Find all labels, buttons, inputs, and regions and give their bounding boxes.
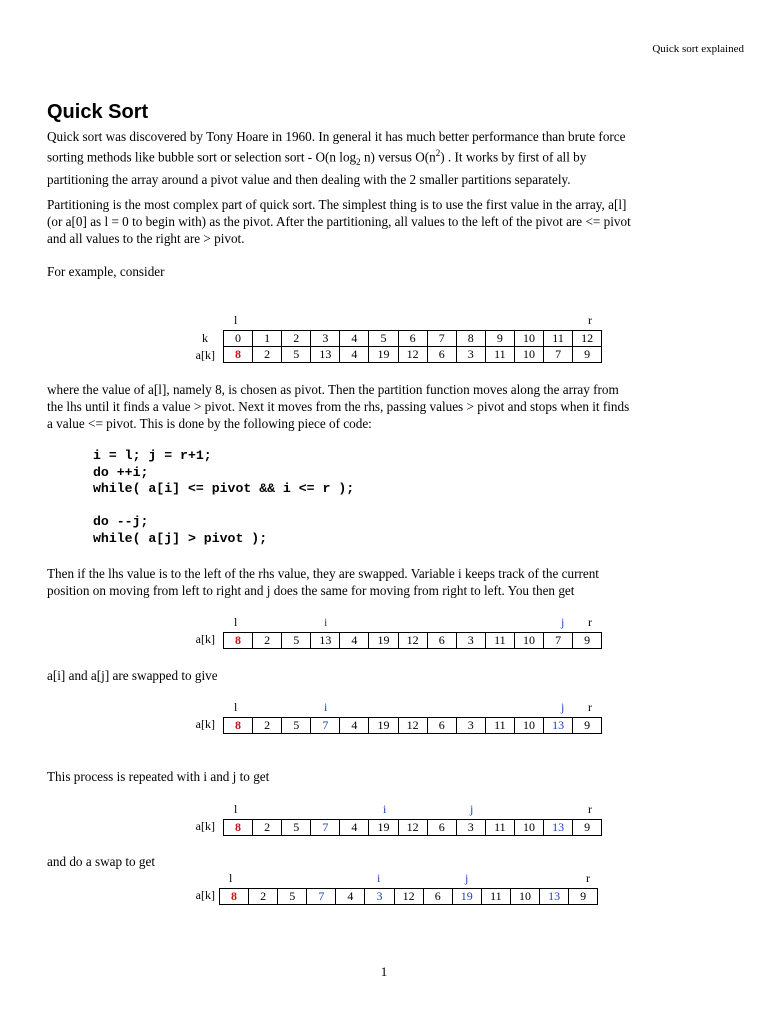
- array-cell: 13: [544, 718, 573, 734]
- array-table-step4: [219, 888, 598, 905]
- array-cell: 9: [573, 633, 602, 649]
- array-cell: 5: [369, 331, 398, 347]
- array-cell: 5: [282, 718, 311, 734]
- pivot-line-2: the lhs until it finds a value > pivot. Next it moves from the rhs, passing values > pivot and stops when it finds: [47, 399, 630, 414]
- array-cell: 11: [485, 718, 514, 734]
- array-cell: 2: [282, 331, 311, 347]
- array-cell: 12: [394, 889, 423, 905]
- array-cell: 3: [456, 347, 485, 363]
- array-cell: 5: [282, 347, 311, 363]
- array-cell: 12: [398, 718, 427, 734]
- pointer-r: r: [588, 802, 592, 816]
- pointer-j: j: [465, 871, 469, 885]
- array-cell: 9: [573, 820, 602, 836]
- repeat-text: This process is repeated with i and j to get: [47, 769, 270, 784]
- array-cell: 5: [278, 889, 307, 905]
- array-cell: 10: [514, 331, 543, 347]
- swap-line-2: position on moving from left to right and j does the same for moving from right to left. You then get: [47, 583, 575, 598]
- array-cell: 2: [249, 889, 278, 905]
- partition-paragraph: [47, 196, 747, 247]
- swap-again-text: and do a swap to get: [47, 854, 156, 869]
- array-cell: 13: [311, 347, 340, 363]
- array-cell: 8: [224, 633, 253, 649]
- array-cell: 6: [427, 633, 456, 649]
- pointer-i: i: [324, 615, 328, 629]
- intro-paragraph: [47, 128, 747, 188]
- swap-paragraph: [47, 565, 747, 599]
- array-cell: 10: [510, 889, 539, 905]
- array-table-step2: [223, 717, 602, 734]
- intro-line-1: Quick sort was discovered by Tony Hoare in 1960. In general it has much better performance than brute force: [47, 129, 626, 144]
- pointer-i: i: [324, 700, 328, 714]
- array-cell: 8: [224, 820, 253, 836]
- array-cell: 10: [514, 347, 543, 363]
- pivot-line-3: a value <= pivot. This is done by the following piece of code:: [47, 416, 372, 431]
- array-cell: 3: [456, 820, 485, 836]
- array-cell: 7: [311, 718, 340, 734]
- array-table-step3: [223, 819, 602, 836]
- array-cell: 2: [253, 347, 282, 363]
- array-cell: 9: [485, 331, 514, 347]
- pointer-i: i: [383, 802, 387, 816]
- array-cell: 8: [220, 889, 249, 905]
- page-title: Quick Sort: [47, 101, 149, 123]
- array-cell: 12: [573, 331, 602, 347]
- array-cell: 11: [544, 331, 573, 347]
- array-cell: 7: [544, 347, 573, 363]
- array-cell: 6: [427, 347, 456, 363]
- partition-line-1: Partitioning is the most complex part of quick sort. The simplest thing is to use the first value in the array, a[l]: [47, 197, 627, 212]
- array-table-initial: [223, 330, 602, 363]
- array-cell: 11: [485, 347, 514, 363]
- pointer-i: i: [377, 871, 381, 885]
- array-cell: 19: [369, 633, 398, 649]
- array-cell: 4: [340, 347, 369, 363]
- value-row: [224, 633, 602, 649]
- array-cell: 7: [307, 889, 336, 905]
- array-cell: 2: [253, 718, 282, 734]
- pivot-paragraph: [47, 381, 747, 432]
- pointer-l: l: [234, 802, 238, 816]
- array-cell: 2: [253, 633, 282, 649]
- array-cell: 9: [573, 718, 602, 734]
- array-cell: 19: [369, 718, 398, 734]
- array-cell: 11: [485, 820, 514, 836]
- pointer-l: l: [229, 871, 233, 885]
- pivot-line-1: where the value of a[l], namely 8, is chosen as pivot. Then the partition function moves along the array from: [47, 382, 619, 397]
- array-cell: 4: [340, 718, 369, 734]
- array-cell: 10: [514, 820, 543, 836]
- array-cell: 6: [423, 889, 452, 905]
- running-header: Quick sort explained: [652, 43, 744, 55]
- array-cell: 4: [340, 633, 369, 649]
- array-cell: 12: [398, 633, 427, 649]
- array-cell: 11: [481, 889, 510, 905]
- value-row: [224, 820, 602, 836]
- row-label-k: k: [202, 331, 208, 345]
- array-cell: 13: [540, 889, 569, 905]
- pointer-r: r: [588, 313, 592, 327]
- array-cell: 19: [452, 889, 481, 905]
- array-cell: 12: [398, 820, 427, 836]
- array-cell: 3: [311, 331, 340, 347]
- row-label-ak: a[k]: [195, 348, 215, 362]
- page-number: 1: [380, 964, 388, 979]
- array-cell: 19: [369, 820, 398, 836]
- pointer-r: r: [588, 700, 592, 714]
- value-row: [224, 718, 602, 734]
- array-cell: 6: [398, 331, 427, 347]
- array-cell: 10: [514, 718, 543, 734]
- array-cell: 8: [224, 718, 253, 734]
- array-cell: 13: [311, 633, 340, 649]
- value-row: [220, 889, 598, 905]
- row-label-ak: a[k]: [195, 888, 215, 902]
- array-cell: 4: [336, 889, 365, 905]
- pointer-l: l: [234, 700, 238, 714]
- array-cell: 5: [282, 633, 311, 649]
- array-cell: 1: [253, 331, 282, 347]
- array-cell: 4: [340, 820, 369, 836]
- array-cell: 10: [514, 633, 543, 649]
- array-cell: 9: [573, 347, 602, 363]
- array-cell: 3: [365, 889, 394, 905]
- array-cell: 12: [398, 347, 427, 363]
- array-cell: 3: [456, 718, 485, 734]
- array-cell: 8: [456, 331, 485, 347]
- pointer-r: r: [586, 871, 590, 885]
- array-cell: 6: [427, 820, 456, 836]
- array-cell: 2: [253, 820, 282, 836]
- pointer-l: l: [234, 615, 238, 629]
- index-row: [224, 331, 602, 347]
- pointer-l: l: [234, 313, 238, 327]
- partition-line-2: (or a[0] as l = 0 to begin with) as the pivot. After the partitioning, all values to the left of the pivot are <= pivot: [47, 214, 631, 229]
- row-label-ak: a[k]: [195, 819, 215, 833]
- pointer-r: r: [588, 615, 592, 629]
- array-cell: 7: [427, 331, 456, 347]
- array-cell: 5: [282, 820, 311, 836]
- array-cell: 19: [369, 347, 398, 363]
- row-label-ak: a[k]: [195, 632, 215, 646]
- array-cell: 7: [544, 633, 573, 649]
- array-cell: 8: [224, 347, 253, 363]
- code-block: i = l; j = r+1; do ++i; while( a[i] <= pivot && i <= r ); do --j; while( a[j] > pivot );: [93, 448, 355, 546]
- example-intro: For example, consider: [47, 264, 165, 279]
- value-row: [224, 347, 602, 363]
- array-cell: 6: [427, 718, 456, 734]
- array-cell: 0: [224, 331, 253, 347]
- pointer-j: j: [470, 802, 474, 816]
- swap-line-1: Then if the lhs value is to the left of the rhs value, they are swapped. Variable i keeps track of the current: [47, 566, 599, 581]
- row-label-ak: a[k]: [195, 717, 215, 731]
- pointer-j: j: [561, 700, 565, 714]
- intro-line-3: partitioning the array around a pivot value and then dealing with the 2 smaller partitions separately.: [47, 172, 571, 188]
- partition-line-3: and all values to the right are > pivot.: [47, 231, 245, 246]
- swap-result-text: a[i] and a[j] are swapped to give: [47, 668, 218, 683]
- array-cell: 7: [311, 820, 340, 836]
- pointer-j: j: [561, 615, 565, 629]
- array-table-step1: [223, 632, 602, 649]
- array-cell: 3: [456, 633, 485, 649]
- intro-line-2: sorting methods like bubble sort or selection sort - O(n $\log_2 n$) versus $O(n^2)$ . It works by first of all by: [47, 148, 587, 168]
- array-cell: 11: [485, 633, 514, 649]
- array-cell: 9: [569, 889, 598, 905]
- array-cell: 13: [544, 820, 573, 836]
- array-cell: 4: [340, 331, 369, 347]
